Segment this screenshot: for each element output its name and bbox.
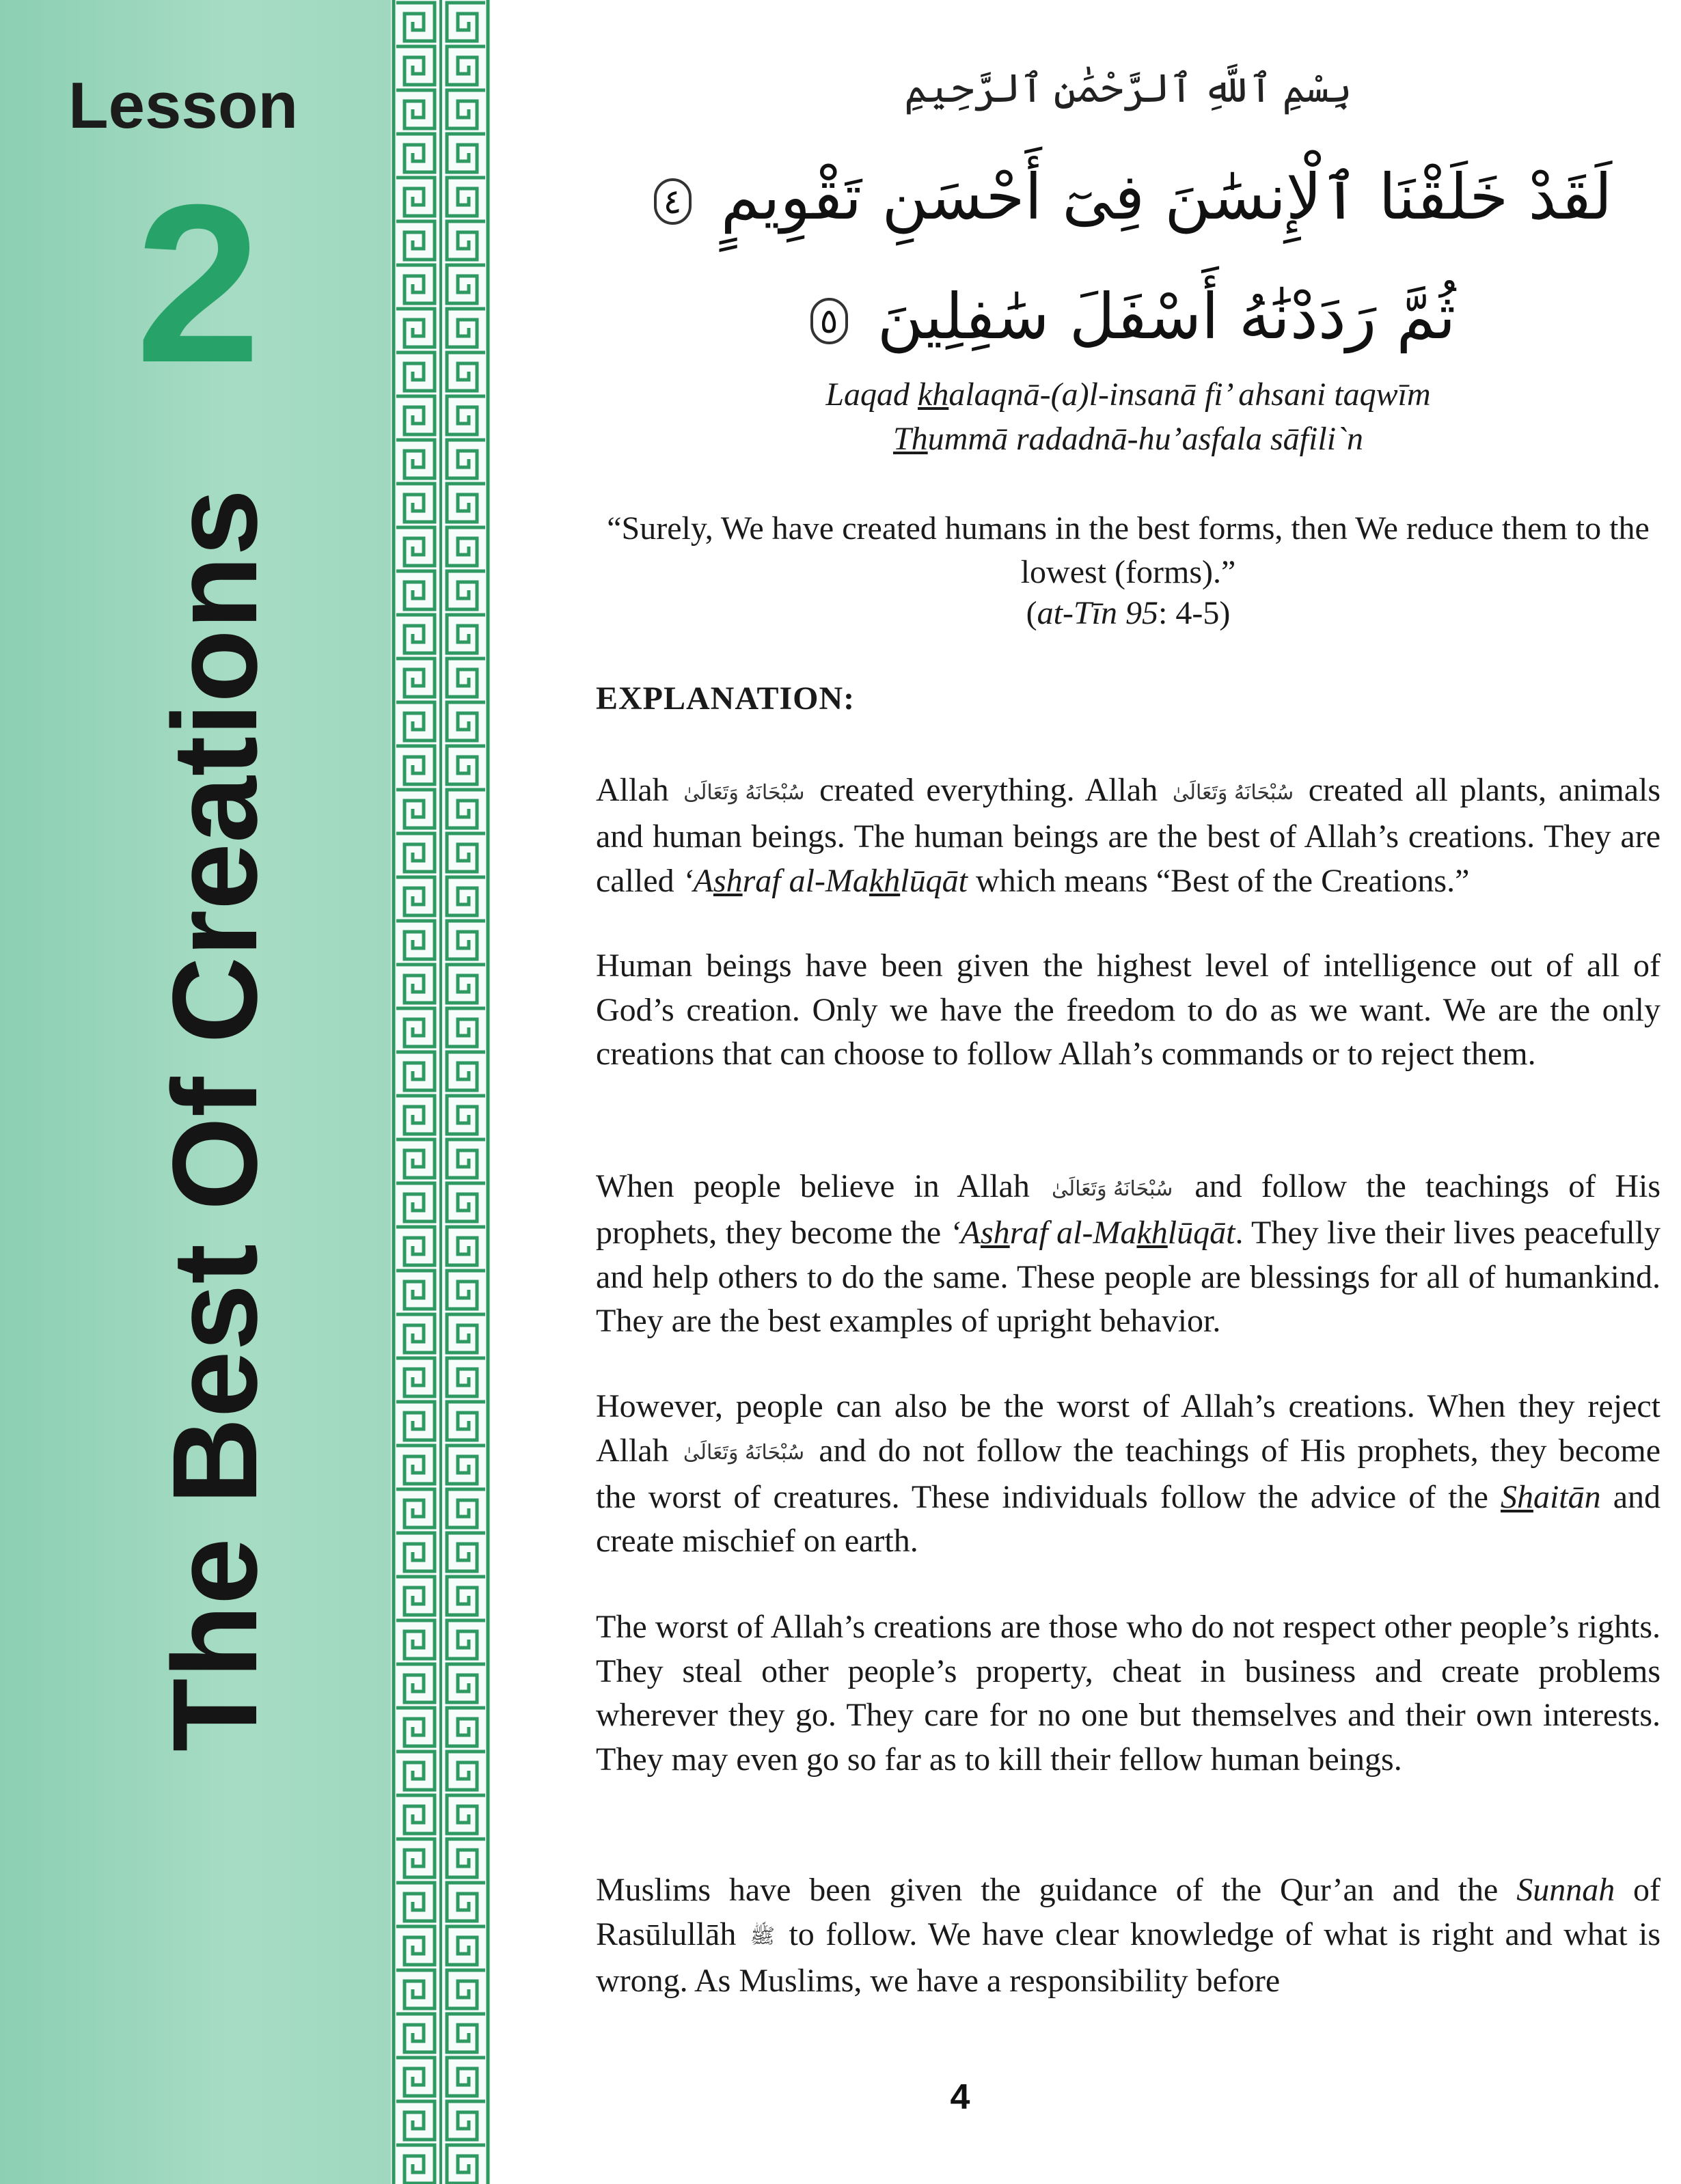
term-part: raf al-Ma — [1009, 1215, 1137, 1252]
term-part: sh — [981, 1215, 1010, 1252]
p1-text-b: created everything. Allah — [819, 772, 1158, 808]
prophet-honorific-glyph: ﷺ — [750, 1924, 775, 1949]
translit-1-underlined: kh — [918, 376, 949, 413]
arabic-verse-text-1: لَقَدْ خَلَقْنَا ٱلْإِنسَٰنَ فِىٓ أَحْسَنِ تَقْوِيمٍ — [720, 161, 1613, 234]
honorific-glyph: سُبْحَانَهُ وَتَعَالَىٰ — [1051, 1176, 1173, 1201]
paragraph-1 — [596, 769, 1660, 903]
p4-text-b: and do not follow the teachings of His prophets, they become the worst of creatures. These individuals follow the advice of the — [596, 1432, 1661, 1515]
ayah-marker-5: ٥ — [810, 298, 848, 344]
p3-text-c: . They live their lives peacefully and help others to do the same. These people are blessings for all of humankind. They are the best examples of upright behavior. — [596, 1215, 1660, 1340]
paragraph-5: The worst of Allah’s creations are those who do not respect other people’s rights. They steal other people’s property, cheat in business and create problems wherever they go. They care for no one but themselves and their own interests. They may even go so far as to kill their fellow human beings. — [596, 1609, 1660, 1778]
term-part: sh — [713, 862, 743, 899]
verse-translation: “Surely, We have created humans in the best forms, then We reduce them to the lowest (forms).” — [607, 510, 1650, 590]
lesson-number: 2 — [135, 157, 261, 409]
translit-2-underlined: Th — [892, 421, 928, 457]
bismillah-calligraphy: بِسْمِ ٱللَّهِ ٱلرَّحْمَٰنِ ٱلرَّحِيمِ — [904, 66, 1352, 111]
ref-surah: at-Tīn 95 — [1037, 595, 1159, 631]
ref-open: ( — [1026, 595, 1037, 631]
term-part: lūqāt — [900, 862, 968, 899]
lesson-content — [596, 0, 1660, 2184]
sidebar-band — [0, 0, 391, 2184]
translit-2-end: ummā radadnā-hu’asfala sāfili`n — [927, 421, 1364, 457]
p1-text-c: created all plants, animals and human beings. The human beings are the best of Allah’s creations. They are called — [596, 772, 1661, 899]
term-sunnah: Sunnah — [1516, 1872, 1615, 1908]
p4-text-c: and create mischief on earth. — [596, 1478, 1661, 1560]
ref-ayat: : 4-5) — [1158, 595, 1231, 631]
p1-text-a: Allah — [596, 772, 669, 808]
p3-text-a: When people believe in Allah — [596, 1168, 1030, 1204]
page-number: 4 — [950, 2077, 970, 2117]
decorative-border — [391, 0, 491, 2184]
p1-text-d: which means “Best of the Creations.” — [975, 862, 1470, 899]
ayah-marker-4: ٤ — [654, 178, 692, 225]
translit-1-end: alaqnā-(a)l-insanā fi’ ahsani taqwīm — [948, 376, 1431, 413]
p3-text-b: and follow the teachings of His prophets, they become the — [596, 1168, 1661, 1252]
arabic-verse-line-1 — [596, 161, 1660, 234]
p6-text-b: of Rasūlullāh — [596, 1872, 1660, 1952]
transliteration-line-2 — [596, 420, 1660, 458]
term-part: kh — [869, 862, 901, 899]
term-part: kh — [1136, 1215, 1168, 1252]
transliteration-line-1 — [596, 376, 1660, 413]
arabic-verse-text-2: ثُمَّ رَدَدْنَٰهُ أَسْفَلَ سَٰفِلِينَ — [877, 280, 1456, 353]
p4-text-a: However, people can also be the worst of Allah’s creations. When they reject Allah — [596, 1388, 1660, 1469]
term-part: lūqāt — [1167, 1215, 1235, 1252]
explanation-heading: EXPLANATION: — [596, 680, 856, 717]
term-part: Sh — [1500, 1478, 1533, 1515]
term-shaitan — [1501, 1479, 1601, 1515]
paragraph-6 — [596, 1868, 1660, 2003]
honorific-glyph: سُبْحَانَهُ وَتَعَالَىٰ — [683, 780, 805, 805]
term-part: ‘A — [682, 862, 713, 899]
lesson-label: Lesson — [68, 69, 299, 142]
translit-1-start: Laqad — [825, 376, 918, 413]
term-ashraf-al-makhluqat — [683, 863, 968, 899]
meander-pattern — [391, 0, 491, 2184]
term-part: aitān — [1533, 1478, 1601, 1515]
honorific-glyph: سُبْحَانَهُ وَتَعَالَىٰ — [683, 1441, 805, 1465]
arabic-verse-line-2 — [596, 280, 1660, 353]
paragraph-4 — [596, 1385, 1660, 1564]
p6-text-c: to follow. We have clear knowledge of what is right and what is wrong. As Muslims, we have a responsibility before — [596, 1916, 1661, 1999]
p6-text-a: Muslims have been given the guidance of the Qur’an and the — [596, 1872, 1499, 1908]
term-ashraf-al-makhluqat — [950, 1215, 1235, 1251]
paragraph-3 — [596, 1165, 1660, 1344]
term-part: ‘A — [949, 1215, 981, 1252]
lesson-title: The Best Of Creations — [148, 488, 282, 1752]
term-part: raf al-Ma — [742, 862, 869, 899]
verse-reference — [596, 594, 1660, 632]
honorific-glyph: سُبْحَانَهُ وَتَعَالَىٰ — [1172, 780, 1294, 805]
paragraph-2: Human beings have been given the highest level of intelligence out of all of God’s creation. Only we have the freedom to do as we want. We are the only creations that can choose to follow Allah’s commands or to reject them. — [596, 948, 1660, 1072]
